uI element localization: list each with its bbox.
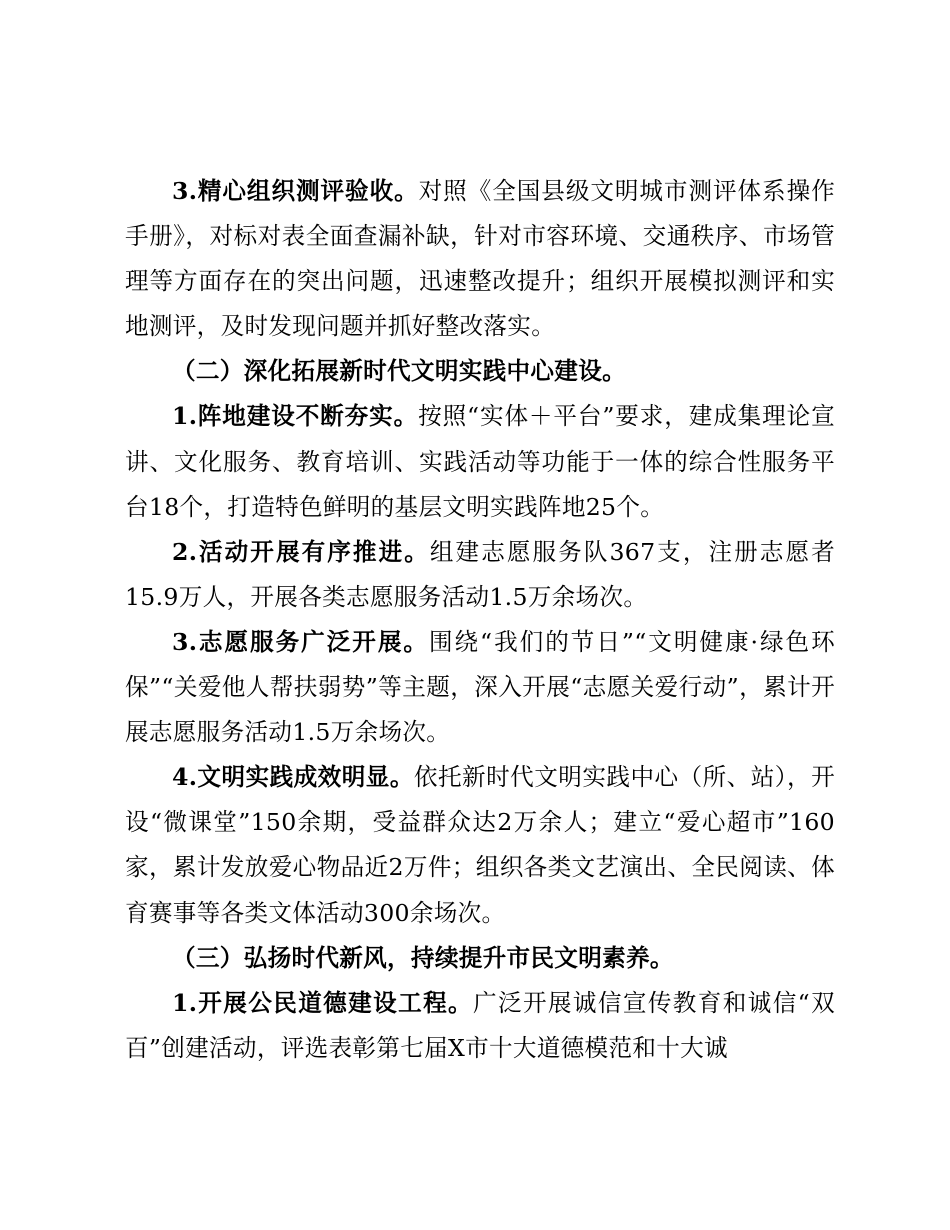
paragraph-8: [125, 981, 835, 1071]
paragraph-5-text: 围绕“我们的节日”“文明健康·绿色环保”“关爱他人帮扶弱势”等主题，深入开展“志愿关爱行动”，累计开展志愿服务活动1.5万余场次。: [125, 627, 835, 747]
paragraph-5: [125, 620, 835, 755]
paragraph-1-text: 对照《全国县级文明城市测评体系操作手册》，对标对表全面查漏补缺，针对市容环境、交通秩序、市场管理等方面存在的突出问题，迅速整改提升；组织开展模拟测评和实地测评，及时发现问题并抓好整改落实。: [125, 177, 835, 341]
paragraph-3-text: 按照“实体＋平台”要求，建成集理论宣讲、文化服务、教育培训、实践活动等功能于一体的综合性服务平台18个，打造特色鲜明的基层文明实践阵地25个。: [125, 402, 835, 521]
section-heading-2: （二）深化拓展新时代文明实践中心建设。: [172, 357, 626, 386]
paragraph-4: [125, 530, 835, 620]
paragraph-1-lead: 3.精心组织测评验收。: [172, 177, 419, 205]
paragraph-5-lead: 3.志愿服务广泛开展。: [172, 627, 429, 656]
section-heading-3: （三）弘扬时代新风，持续提升市民文明素养。: [172, 943, 674, 972]
paragraph-4-text: 组建志愿服务队367支，注册志愿者15.9万人，开展各类志愿服务活动1.5万余场次。: [125, 537, 835, 611]
paragraph-4-lead: 2.活动开展有序推进。: [172, 537, 430, 566]
paragraph-8-text: 广泛开展诚信宣传教育和诚信“双百”创建活动，评选表彰第七届X市十大道德模范和十大诚: [125, 988, 835, 1062]
paragraph-6-text: 依托新时代文明实践中心（所、站），开设“微课堂”150余期，受益群众达2万余人；建立“爱心超市”160家，累计发放爱心物品近2万件；组织各类文艺演出、全民阅读、体育赛事等各类文体活动300余场次。: [125, 763, 835, 927]
paragraph-3-lead: 1.阵地建设不断夯实。: [172, 402, 419, 431]
paragraph-6-lead: 4.文明实践成效明显。: [172, 763, 414, 792]
paragraph-1: [125, 169, 835, 349]
document-page: [125, 169, 835, 1071]
paragraph-6: [125, 755, 835, 935]
paragraph-8-lead: 1.开展公民道德建设工程。: [172, 988, 474, 1017]
paragraph-3: [125, 394, 835, 529]
